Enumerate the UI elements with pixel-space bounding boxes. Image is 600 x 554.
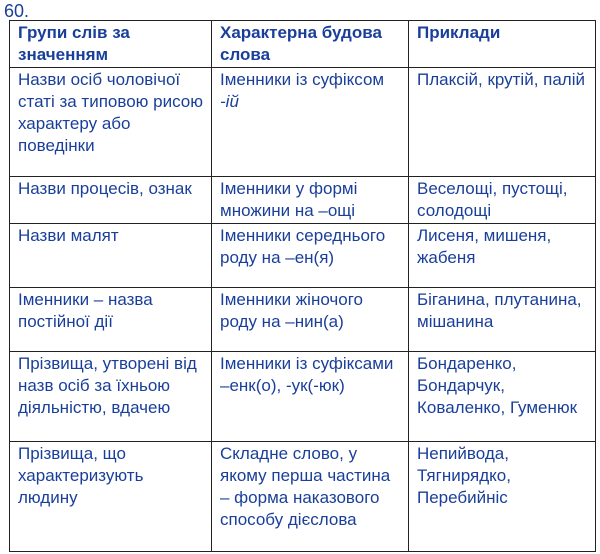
cell-group: Прізвища, утворені від назв осіб за їхньою діяльністю, вдачею <box>10 352 212 442</box>
cell-examples: Плаксій, крутій, палій <box>409 68 596 177</box>
cell-structure: Іменники із суфіксами –енк(о), -ук(-юк) <box>212 352 409 442</box>
cell-group: Прізвища, що характеризують людину <box>10 442 212 552</box>
table-row <box>10 224 596 288</box>
cell-group: Назви малят <box>10 224 212 288</box>
cell-examples: Бондаренко, Бондарчук, Коваленко, Гуменюк <box>409 352 596 442</box>
table-header-row <box>10 21 596 68</box>
header-word-structure: Характерна будова слова <box>212 21 409 68</box>
cell-examples: Веселощі, пустощі, солодощі <box>409 177 596 224</box>
table-row <box>10 68 596 177</box>
structure-text: Іменники із суфіксом <box>220 70 385 89</box>
table-row <box>10 177 596 224</box>
cell-structure: Іменники жіночого роду на –нин(а) <box>212 288 409 352</box>
word-formation-table <box>9 20 596 552</box>
table-row <box>10 352 596 442</box>
cell-structure <box>212 68 409 177</box>
cell-group: Іменники – назва постійної дії <box>10 288 212 352</box>
suffix-text: -ій <box>220 92 239 111</box>
cell-examples: Біганина, плутанина, мішанина <box>409 288 596 352</box>
cell-examples: Лисеня, мишеня, жабеня <box>409 224 596 288</box>
table-row <box>10 288 596 352</box>
cell-examples: Непийвода, Тягнирядко, Перебийніс <box>409 442 596 552</box>
header-word-groups: Групи слів за значенням <box>10 21 212 68</box>
cell-group: Назви процесів, ознак <box>10 177 212 224</box>
cell-structure: Іменники середнього роду на –ен(я) <box>212 224 409 288</box>
cell-structure: Складне слово, у якому перша частина – форма наказового способу дієслова <box>212 442 409 552</box>
header-examples: Приклади <box>409 21 596 68</box>
exercise-number: 60. <box>4 1 30 21</box>
cell-structure: Іменники у формі множини на –ощі <box>212 177 409 224</box>
table-row <box>10 442 596 552</box>
cell-group: Назви осіб чоловічої статі за типовою рисою характеру або поведінки <box>10 68 212 177</box>
